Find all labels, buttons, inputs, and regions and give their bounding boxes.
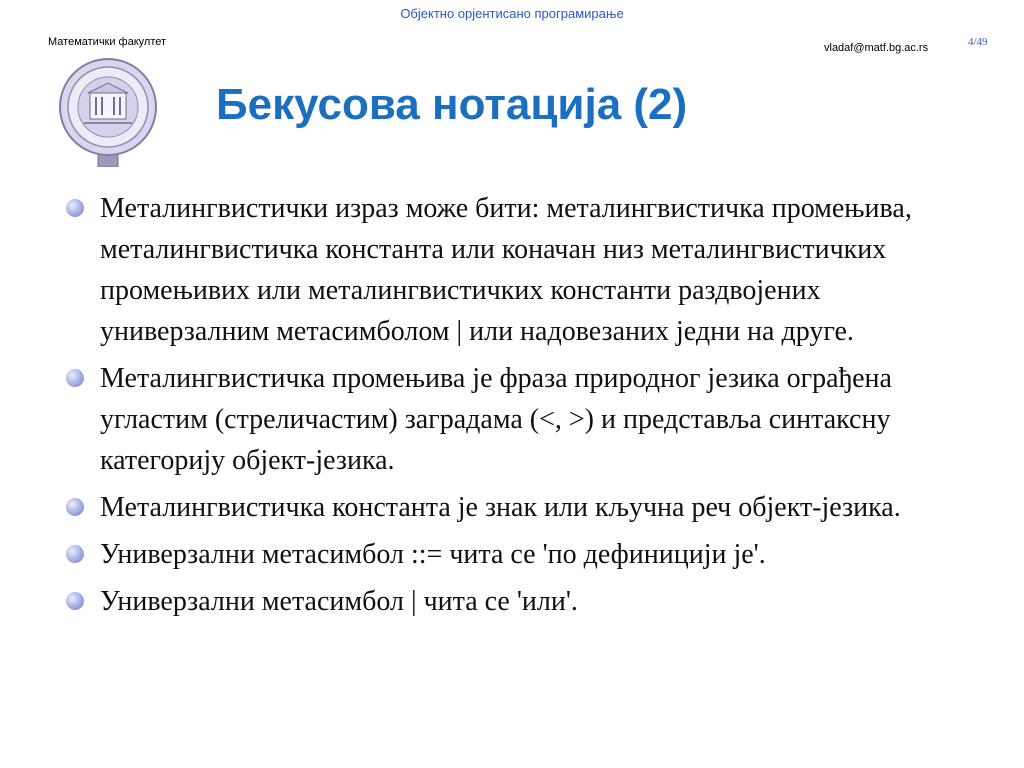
bullet-text: Металингвистичка промењива је фраза природног језика ограђена угластим (стреличастим) заградама (<, >) и представља синтаксну категорију објект-језика.	[100, 363, 892, 476]
faculty-name: Математички факултет	[48, 36, 167, 48]
bullet-list	[66, 188, 966, 628]
bullet-circle-icon	[66, 199, 84, 217]
list-item	[66, 188, 966, 352]
bullet-text: Универзални метасимбол | чита се 'или'.	[100, 586, 578, 617]
bullet-text: Универзални метасимбол ::= чита се 'по дефиницији је'.	[100, 539, 766, 570]
bullet-circle-icon	[66, 369, 84, 387]
bullet-text: Металингвистички израз може бити: металингвистичка промењива, металингвистичка константа или коначан низ металингвистичких промењивих или металингвистичких константи раздвојених универзалним метасимболом | или надовезаних једни на друге.	[100, 193, 912, 347]
bullet-circle-icon	[66, 498, 84, 516]
bullet-text: Металингвистичка константа је знак или кључна реч објект-језика.	[100, 492, 901, 523]
list-item	[66, 534, 966, 575]
page-number: 4/49	[968, 36, 988, 48]
list-item	[66, 581, 966, 622]
author-email: vladaf@matf.bg.ac.rs	[824, 42, 929, 54]
bullet-circle-icon	[66, 592, 84, 610]
course-title: Објектно орјентисано програмирање	[400, 6, 624, 21]
list-item	[66, 487, 966, 528]
bullet-circle-icon	[66, 545, 84, 563]
slide-title: Бекусова нотација (2)	[216, 80, 688, 129]
university-seal-logo	[58, 53, 158, 167]
list-item	[66, 358, 966, 481]
